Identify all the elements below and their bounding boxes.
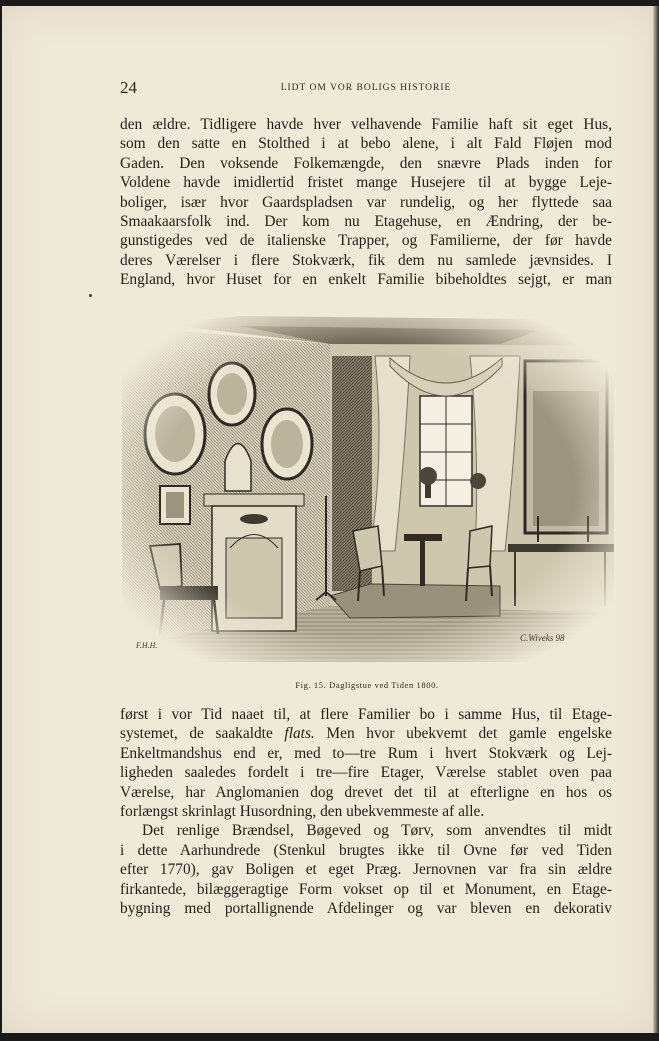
text-line: Smaakaarsfolk ind. Der kom nu Etagehuse, en Ændring, der be- [120, 212, 612, 230]
page-number: 24 [120, 78, 137, 97]
text-line: efter 1770), gav Boligen et eget Præg. Jernovnen var fra sin ældre [120, 861, 612, 879]
text-line: i dette Aarhundrede (Stenkul brugtes ikke til Ovne før ved Tiden [120, 841, 612, 859]
text-line [120, 724, 612, 743]
page-header [120, 78, 612, 98]
figure-caption: Fig. 15. Dagligstue ved Tiden 1800. [295, 680, 439, 690]
artist-signature-right: C.Wiveks 98 [520, 633, 565, 643]
paragraph-top [120, 115, 612, 290]
text-line: England, hvor Huset for en enkelt Familie bibeholdtes sejgt, er man [120, 271, 612, 289]
text-line: firkantede, bilæggeragtige Form vokset op til et Monument, en Etage- [120, 880, 612, 898]
text-line: deres Værelser i flere Stokværk, fik dem nu samlede jævnsides. I [120, 251, 612, 269]
text-line: som den satte en Stolthed i at bebo alene, i alt Fald Fløjen mod [120, 135, 612, 153]
text-line: Gaden. Den voksende Folkemængde, den snævre Plads inden for [120, 154, 612, 172]
text-run: systemet, de saakaldte [120, 725, 285, 743]
text-line: først i vor Tid naaet til, at flere Familier bo i samme Hus, til Etage- [120, 706, 612, 723]
illustration-living-room [120, 316, 614, 662]
artist-signature-left: F.H.H. [136, 641, 158, 650]
page-edge [653, 6, 659, 1033]
ink-speck [89, 294, 92, 297]
text-line: boliger, især hvor Gaardspladsen var rundelig, og her flyttede saa [120, 193, 612, 211]
text-line: gunstigedes ved de italienske Trapper, og Familierne, der før havde [120, 232, 612, 250]
text-line: Voldene havde imidlertid fristet mange Husejere til at bygge Leje- [120, 174, 612, 192]
italic-term: flats. [284, 725, 315, 743]
text-line: forlængst skrinlagt Husordning, den ubekvemmeste af alle. [120, 802, 485, 820]
text-line: Værelse, har Anglomanien dog drevet det til at efterligne en hos os [120, 783, 612, 801]
text-run: Men hvor ubekvemt det gamle engelske [314, 725, 612, 743]
paragraph-bottom [120, 705, 612, 918]
text-line: ligheden saaledes fordelt i tre—fire Etager, Værelse stablet oven paa [120, 764, 612, 782]
text-line: den ældre. Tidligere havde hver velhavende Familie haft sit eget Hus, [120, 116, 612, 133]
text-line: bygning med portallignende Afdelinger og var bleven en dekorativ [120, 899, 612, 917]
text-line: Det renlige Brændsel, Bøgeved og Tørv, som anvendtes til midt [142, 822, 612, 840]
text-line: Enkeltmandshus end er, med to—tre Rum i hvert Stokværk og Lej- [120, 744, 612, 762]
running-title: LIDT OM VOR BOLIGS HISTORIE [280, 83, 452, 93]
